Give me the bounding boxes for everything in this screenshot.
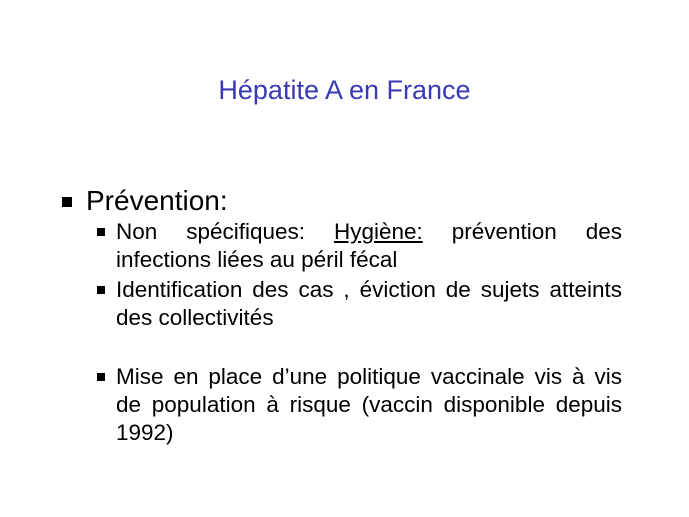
slide-title: Hépatite A en France [218,75,471,105]
list-item-identification: Identification des cas , éviction de sujets atteints des collectivités [116,277,622,330]
square-bullet-icon [97,228,105,236]
list-item-non-specifiques [116,218,622,274]
square-bullet-icon [62,197,72,207]
item-lead-text: Non spécifiques: [116,219,334,244]
square-bullet-icon [97,373,105,381]
list-item-vaccination: Mise en place d’une politique vaccinale vis à vis de population à risque (vaccin disponible depuis 1992) [116,364,622,445]
item-underlined-text: Hygiène: [333,219,423,244]
prevention-heading: Prévention: [86,185,228,216]
square-bullet-icon [97,286,105,294]
item-rest-text: prévention des infections liées au péril fécal [116,219,622,272]
